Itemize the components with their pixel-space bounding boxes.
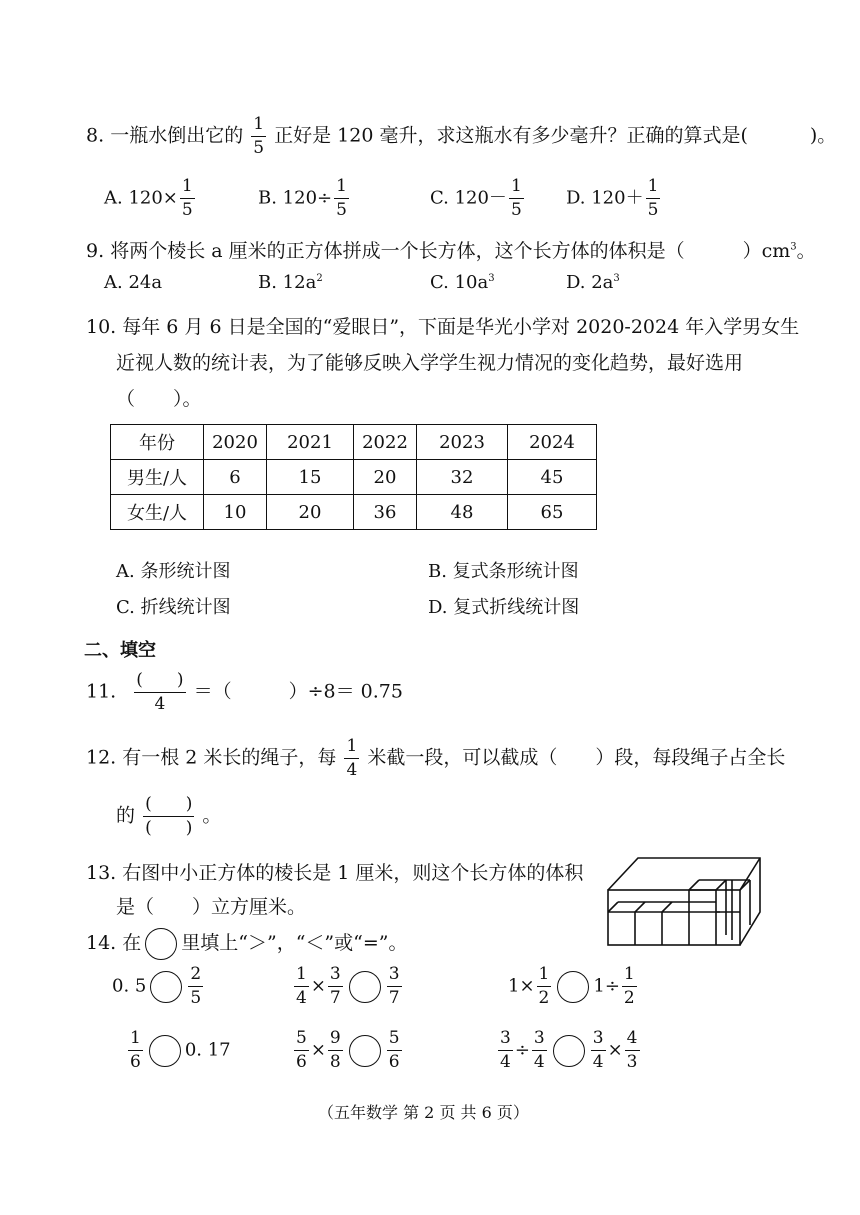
q9-option-d: D. $2a^3$ <box>566 272 620 293</box>
q8-option-c: C. 120－ $\frac{1}{5}$ <box>430 176 522 220</box>
table-cell: 男生/人 <box>111 460 204 495</box>
compare-1a: 0. 5 $\frac{2}{5}$ <box>112 964 202 1008</box>
table-cell: 10 <box>204 495 267 530</box>
answer-circle[interactable] <box>349 971 381 1003</box>
question-number: 9. <box>86 240 105 262</box>
q10-option-a: A. 条形统计图 <box>116 561 231 582</box>
q8-option-a: A. 120× $\frac{1}{5}$ <box>104 176 193 220</box>
q9-option-a: A. 24a <box>104 272 163 293</box>
statistics-table <box>110 424 597 530</box>
q9-option-b: B. $12a^2$ <box>258 272 323 293</box>
question-11 <box>86 672 403 713</box>
table-cell: 2021 <box>267 425 354 460</box>
answer-circle[interactable] <box>349 1035 381 1067</box>
answer-circle[interactable] <box>145 928 177 960</box>
q10-option-b: B. 复式条形统计图 <box>428 561 579 582</box>
question-8 <box>86 116 836 157</box>
fraction-blank: $\frac{( )}{( )}$ <box>145 794 193 838</box>
question-12 <box>86 738 785 779</box>
cuboid-diagram <box>600 850 770 950</box>
question-number: 8. <box>86 124 105 147</box>
question-text: 右图中小正方体的棱长是 1 厘米，则这个长方体的体积 <box>122 862 584 884</box>
question-14: 14. 在 里填上“＞”，“＜”或“=”。 <box>86 928 407 960</box>
table-cell: 2024 <box>508 425 597 460</box>
compare-2a: $\frac{1}{6}$ 0. 17 <box>130 1028 231 1072</box>
question-number: 11. <box>86 680 117 703</box>
question-end: )。 <box>809 124 837 147</box>
table-cell: 45 <box>508 460 597 495</box>
table-cell: 65 <box>508 495 597 530</box>
table-cell: 20 <box>267 495 354 530</box>
question-10-line3: （ ）。 <box>116 388 202 410</box>
fraction: $\frac{1}{5}$ <box>253 114 265 158</box>
table-cell: 6 <box>204 460 267 495</box>
fraction: $\frac{1}{4}$ <box>346 736 358 780</box>
table-cell: 2023 <box>417 425 508 460</box>
table-cell: 2022 <box>354 425 417 460</box>
q8-option-b: B. 120÷ $\frac{1}{5}$ <box>258 176 347 220</box>
question-text: 每年 6 月 6 日是全国的“爱眼日”，下面是华光小学对 2020-2024 年入学男女生 <box>122 316 800 338</box>
question-text: ＝（ ）÷8＝ 0.75 <box>193 680 403 703</box>
question-text: 里填上“＞”，“＜”或“=”。 <box>181 932 408 954</box>
question-text: 将两个棱长 a 厘米的正方体拼成一个长方体，这个长方体的体积是（ <box>110 240 685 262</box>
table-cell: 女生/人 <box>111 495 204 530</box>
answer-circle[interactable] <box>149 1035 181 1067</box>
compare-1b: $\frac{1}{4}$ × $\frac{3}{7}$ $\frac{3}{7}$ <box>296 964 400 1008</box>
q10-option-d: D. 复式折线统计图 <box>428 597 580 618</box>
table-row <box>111 460 597 495</box>
question-text: 有一根 2 米长的绳子，每 <box>122 746 337 769</box>
q8-option-d: D. 120＋ $\frac{1}{5}$ <box>566 176 659 220</box>
table-cell: 36 <box>354 495 417 530</box>
question-10-line2: 近视人数的统计表，为了能够反映入学学生视力情况的变化趋势，最好选用 <box>116 352 744 374</box>
compare-2b: $\frac{5}{6}$ × $\frac{9}{8}$ $\frac{5}{6}$ <box>296 1028 400 1072</box>
compare-1c: 1× $\frac{1}{2}$ 1÷ $\frac{1}{2}$ <box>508 964 635 1008</box>
page-footer: （五年数学 第 2 页 共 6 页） <box>318 1103 529 1122</box>
section-heading: 二、填空 <box>84 640 156 661</box>
question-number: 14. <box>86 932 117 954</box>
table-cell: 32 <box>417 460 508 495</box>
question-number: 12. <box>86 746 117 769</box>
question-9: 9. 将两个棱长 a 厘米的正方体拼成一个长方体，这个长方体的体积是（ ）$cm^3$。 <box>86 240 816 262</box>
question-unit: ）cm <box>742 240 791 262</box>
table-cell: 20 <box>354 460 417 495</box>
table-header-row <box>111 425 597 460</box>
compare-2c: $\frac{3}{4}$ ÷ $\frac{3}{4}$ $\frac{3}{4}$ × $\frac{4}{3}$ <box>500 1028 638 1072</box>
answer-circle[interactable] <box>553 1035 585 1067</box>
question-text: 正好是 120 毫升，求这瓶水有多少毫升？正确的算式是( <box>274 124 748 147</box>
q9-option-c: C. $10a^3$ <box>430 272 495 293</box>
table-cell: 年份 <box>111 425 204 460</box>
question-number: 13. <box>86 862 117 884</box>
answer-circle[interactable] <box>150 971 182 1003</box>
question-13 <box>86 858 583 885</box>
question-13-line2: 是（ ）立方厘米。 <box>116 896 307 918</box>
fraction-blank: $\frac{( )}{4}$ <box>136 670 184 714</box>
table-row <box>111 495 597 530</box>
question-text: 米截一段，可以截成（ ）段，每段绳子占全长 <box>367 746 786 769</box>
question-12-line2: 的 $\frac{( )}{( )}$ 。 <box>116 794 222 838</box>
table-cell: 15 <box>267 460 354 495</box>
question-text: 一瓶水倒出它的 <box>110 124 244 147</box>
question-number: 10. <box>86 316 117 338</box>
table-cell: 2020 <box>204 425 267 460</box>
answer-circle[interactable] <box>557 971 589 1003</box>
question-10 <box>86 312 799 339</box>
table-cell: 48 <box>417 495 508 530</box>
q10-option-c: C. 折线统计图 <box>116 597 231 618</box>
